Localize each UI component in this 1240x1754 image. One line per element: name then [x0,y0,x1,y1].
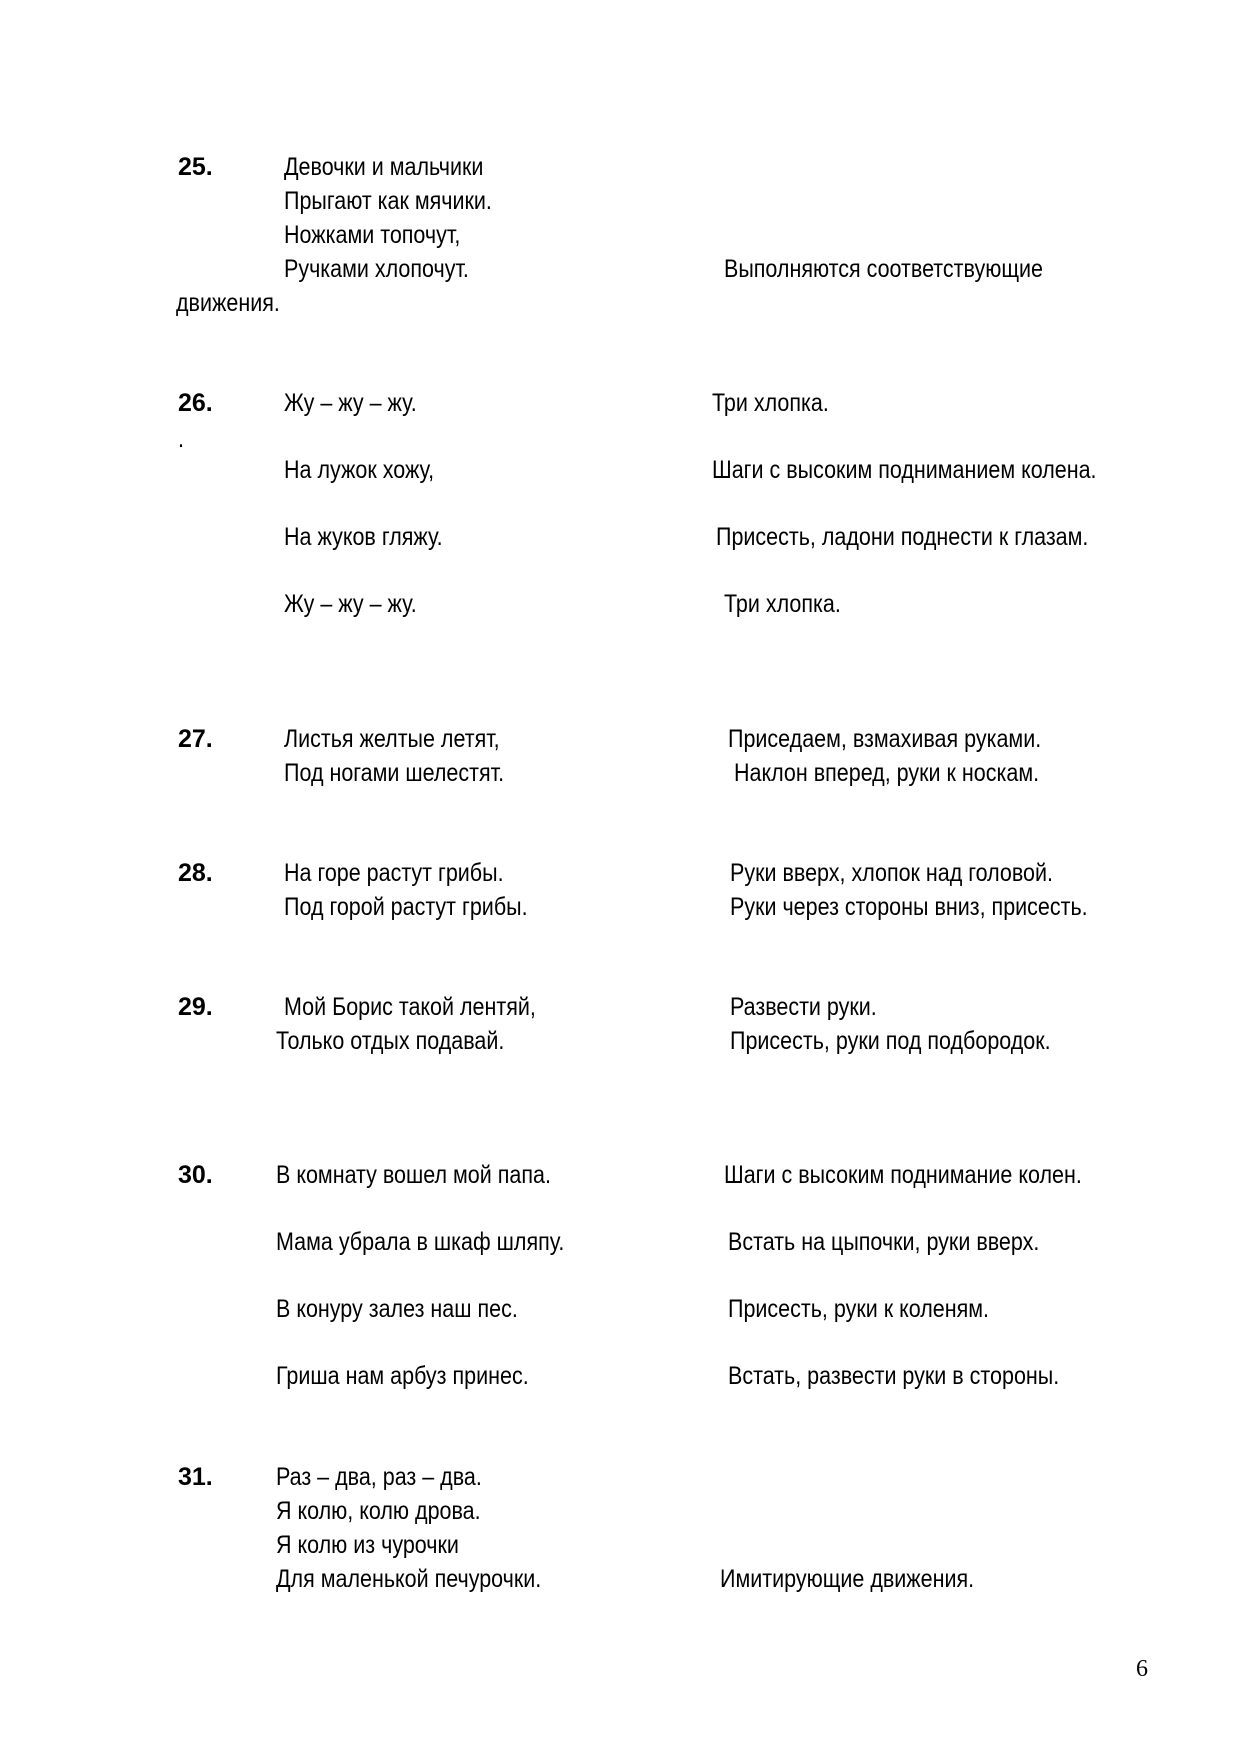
verse-line: Листья желтые летят, [284,725,500,753]
verse-line: В комнату вошел мой папа. [276,1161,551,1189]
verse-line: Для маленькой печурочки. [276,1565,542,1593]
page-number: 6 [1136,1656,1148,1682]
verse-line: Девочки и мальчики [284,153,484,181]
verse-line: Ножками топочут, [284,221,461,249]
verse-line: Я колю из чурочки [276,1531,459,1559]
action-text: Развести руки. [730,993,877,1021]
verse-line: Прыгают как мячики. [284,187,492,215]
action-text: Присесть, руки к коленям. [728,1295,990,1323]
action-text: Имитирующие движения. [720,1565,975,1593]
verse-line: На горе растут грибы. [284,859,504,887]
action-text: Присесть, ладони поднести к глазам. [716,523,1089,551]
action-text: Шаги с высоким поднимание колен. [724,1161,1082,1189]
verse-line: Только отдых подавай. [276,1027,505,1055]
verse-line: Мама убрала в шкаф шляпу. [276,1228,565,1256]
action-text: Присесть, руки под подбородок. [730,1027,1051,1055]
verse-line: Жу – жу – жу. [284,590,417,618]
verse-line: Раз – два, раз – два. [276,1463,482,1491]
verse-line: Мой Борис такой лентяй, [284,993,536,1021]
stray-mark: . [178,425,184,453]
verse-line: В конуру залез наш пес. [276,1295,518,1323]
verse-line: На жуков гляжу. [284,523,443,551]
verse-line: Под горой растут грибы. [284,893,528,921]
item-number: 25. [178,153,213,181]
action-text: Руки вверх, хлопок над головой. [730,859,1053,887]
item-number: 27. [178,725,213,753]
action-text: Встать на цыпочки, руки вверх. [728,1228,1040,1256]
item-number: 31. [178,1463,213,1491]
verse-line: Ручками хлопочут. [284,255,469,283]
verse-line: На лужок хожу, [284,456,435,484]
item-number: 29. [178,993,213,1021]
item-number: 30. [178,1161,213,1189]
verse-line: Жу – жу – жу. [284,389,417,417]
action-text: Шаги с высоким подниманием колена. [712,456,1097,484]
action-text: Три хлопка. [712,389,829,417]
item-number: 26. [178,389,213,417]
action-text: Руки через стороны вниз, присесть. [730,893,1088,921]
action-text: Встать, развести руки в стороны. [728,1362,1060,1390]
item-number: 28. [178,859,213,887]
action-text: Наклон вперед, руки к носкам. [734,759,1040,787]
verse-line: Гриша нам арбуз принес. [276,1362,529,1390]
action-text: Приседаем, взмахивая руками. [728,725,1042,753]
action-text: Три хлопка. [724,590,841,618]
verse-line: Под ногами шелестят. [284,759,505,787]
action-text: Выполняются соответствующие [724,255,1044,283]
action-text-continued: движения. [176,289,280,317]
verse-line: Я колю, колю дрова. [276,1497,481,1525]
